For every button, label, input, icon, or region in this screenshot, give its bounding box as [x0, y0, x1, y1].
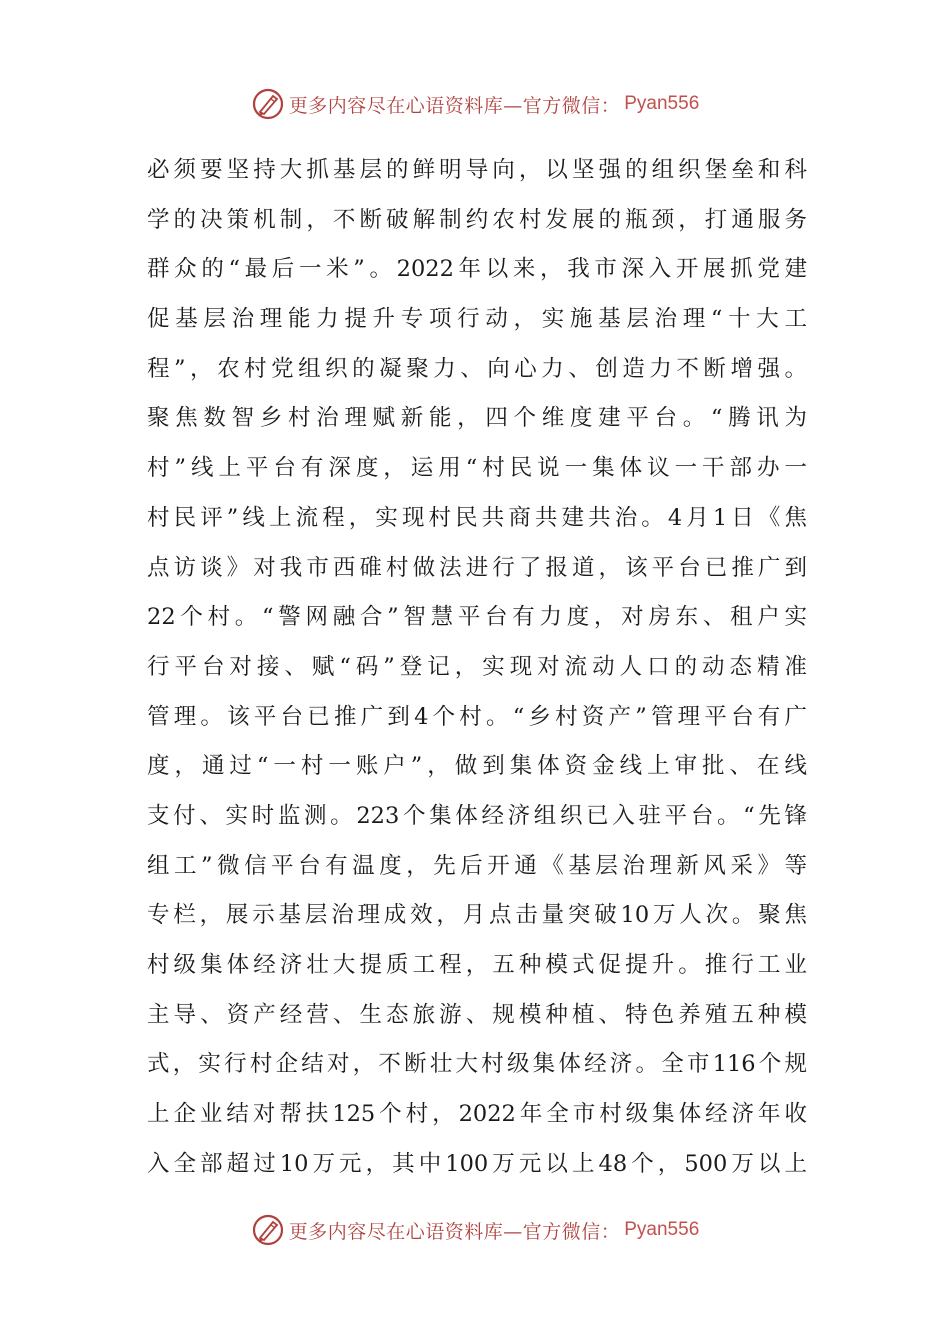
text-line: 村民评”线上流程，实现村民共商共建共治。4月1日《焦	[147, 504, 807, 531]
text-line: 支付、实时监测。223个集体经济组织已入驻平台。“先锋	[147, 802, 807, 829]
text-line: 专栏，展示基层治理成效，月点击量突破10万人次。聚焦	[147, 902, 807, 929]
pen-circle-logo-icon	[251, 1213, 285, 1247]
watermark-text: 更多内容尽在心语资料库—官方微信：	[288, 1220, 621, 1243]
watermark-account: Pyan556	[624, 93, 700, 114]
text-line: 聚焦数智乡村治理赋新能，四个维度建平台。“腾讯为	[147, 405, 807, 432]
text-line: 式，实行村企结对，不断壮大村级集体经济。全市116个规	[147, 1051, 807, 1078]
text-line: 入全部超过10万元，其中100万元以上48个，500万以上	[147, 1150, 807, 1177]
text-line: 主导、资产经营、生态旅游、规模种植、特色养殖五种模	[147, 1001, 807, 1028]
text-line: 村”线上平台有深度，运用“村民说一集体议一干部办一	[147, 455, 807, 482]
pen-circle-logo-icon	[251, 87, 285, 121]
text-line: 组工”微信平台有温度，先后开通《基层治理新风采》等	[147, 852, 807, 879]
text-line: 点访谈》对我市西碓村做法进行了报道，该平台已推广到	[147, 554, 807, 581]
text-line: 22个村。“警网融合”智慧平台有力度，对房东、租户实	[147, 604, 807, 631]
text-line: 群众的“最后一米”。2022年以来，我市深入开展抓党建	[147, 256, 807, 283]
text-line: 上企业结对帮扶125个村，2022年全市村级集体经济年收	[147, 1101, 807, 1128]
text-line: 促基层治理能力提升专项行动，实施基层治理“十大工	[147, 306, 807, 333]
text-line: 行平台对接、赋“码”登记，实现对流动人口的动态精准	[147, 653, 807, 680]
text-line: 度，通过“一村一账户”，做到集体资金线上审批、在线	[147, 753, 807, 780]
text-line: 管理。该平台已推广到4个村。“乡村资产”管理平台有广	[147, 703, 807, 730]
text-line: 村级集体经济壮大提质工程，五种模式促提升。推行工业	[147, 952, 807, 978]
watermark-account: Pyan556	[624, 1219, 700, 1240]
footer-watermark	[0, 1210, 950, 1250]
watermark-text: 更多内容尽在心语资料库—官方微信：	[288, 94, 621, 117]
text-line: 必须要坚持大抓基层的鲜明导向，以坚强的组织堡垒和科	[147, 157, 807, 183]
document-body	[147, 146, 807, 1189]
text-line: 程”，农村党组织的凝聚力、向心力、创造力不断增强。	[147, 355, 807, 382]
header-watermark	[0, 84, 950, 124]
text-line: 学的决策机制，不断破解制约农村发展的瓶颈，打通服务	[147, 206, 807, 233]
